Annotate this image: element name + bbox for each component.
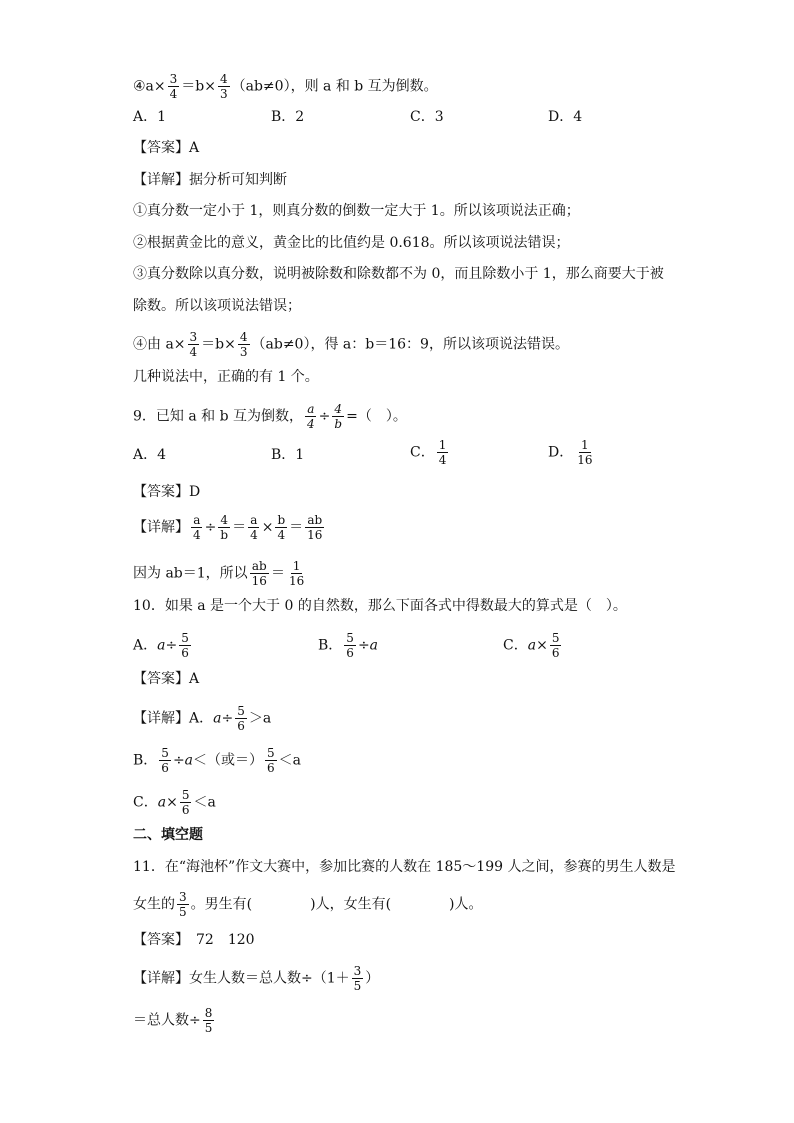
section-heading: 二、填空题 bbox=[133, 827, 203, 843]
text: ＞a bbox=[248, 710, 272, 727]
text: ＝ bbox=[289, 519, 304, 536]
q10-detail-c bbox=[133, 788, 216, 817]
text: B． bbox=[318, 637, 343, 654]
q10-option-a bbox=[133, 631, 193, 660]
text: ÷ bbox=[221, 710, 234, 727]
q11-answer: 【答案】 72 120 bbox=[133, 932, 255, 948]
fraction: $\frac{3}{5}$ bbox=[353, 964, 362, 993]
fraction: $\frac{ab}{16}$ bbox=[307, 513, 323, 542]
q8-detail-title: 【详解】据分析可知判断 bbox=[133, 172, 287, 188]
q10-answer: 【答案】A bbox=[133, 671, 200, 687]
q10-option-c bbox=[503, 631, 563, 660]
text: 女生的 bbox=[133, 896, 175, 913]
variable: a bbox=[213, 710, 222, 727]
q9-question bbox=[133, 402, 407, 431]
text: 。男生有( bbox=[190, 896, 253, 913]
q9-answer: 【答案】D bbox=[133, 484, 201, 500]
text: × bbox=[536, 637, 548, 654]
q8-option-a: A．1 bbox=[133, 109, 167, 125]
text: 因为 ab＝1，所以 bbox=[133, 565, 248, 582]
q11-detail-2 bbox=[133, 1006, 216, 1035]
q8-detail-3a: ③真分数除以真分数，说明被除数和除数都不为 0，而且除数小于 1，那么商要大于被 bbox=[133, 266, 664, 282]
text: × bbox=[261, 519, 274, 536]
fraction: $\frac{ab}{16}$ bbox=[251, 559, 267, 588]
text: 【详解】A． bbox=[133, 710, 214, 727]
text: ÷ bbox=[165, 637, 178, 654]
item4-statement bbox=[133, 72, 438, 101]
text: A． bbox=[133, 637, 158, 654]
fraction: $\frac{5}{6}$ bbox=[181, 631, 189, 660]
q9-detail bbox=[133, 513, 326, 542]
text: 【详解】 bbox=[133, 519, 189, 536]
fraction: $\frac{4}{b}$ bbox=[220, 513, 229, 542]
variable: a bbox=[157, 637, 166, 654]
q9-because bbox=[133, 559, 308, 588]
q11-line1: 11．在“海池杯”作文大赛中，参加比赛的人数在 185～199 人之间，参赛的男生人数是 bbox=[133, 859, 676, 875]
fraction: $\frac{8}{5}$ bbox=[204, 1006, 213, 1035]
q9-option-c bbox=[410, 438, 450, 467]
q8-option-c: C．3 bbox=[410, 109, 444, 125]
fraction: $\frac{5}{6}$ bbox=[181, 788, 190, 817]
q8-detail-4 bbox=[133, 330, 569, 359]
variable: a bbox=[157, 794, 167, 811]
fraction: $\frac{1}{16}$ bbox=[288, 559, 305, 588]
text: ＝总人数÷ bbox=[133, 1012, 201, 1029]
fraction: $\frac{1}{4}$ bbox=[438, 438, 447, 467]
text: D． bbox=[548, 444, 574, 461]
q11-line2 bbox=[133, 890, 483, 919]
text: ＜a bbox=[193, 794, 216, 811]
text: ④由 a× bbox=[133, 336, 186, 353]
text: )人，女生有( bbox=[310, 896, 392, 913]
fraction: $\frac{5}{6}$ bbox=[161, 746, 169, 775]
q8-detail-2: ②根据黄金比的意义，黄金比的比值约是 0.618。所以该项说法错误； bbox=[133, 235, 570, 251]
fraction: $\frac{4}{b}$ bbox=[334, 402, 343, 431]
text: ＝ bbox=[270, 565, 285, 582]
variable: a bbox=[184, 752, 194, 769]
text: )人。 bbox=[449, 896, 483, 913]
q10-detail-b bbox=[133, 746, 301, 775]
text: 9．已知 a 和 b 互为倒数， bbox=[133, 408, 304, 425]
text: （ab≠0），则 a 和 b 互为倒数。 bbox=[231, 78, 438, 95]
fraction: $\frac{3}{4}$ bbox=[189, 330, 198, 359]
text: C． bbox=[410, 444, 435, 461]
fraction: $\frac{5}{6}$ bbox=[346, 631, 354, 660]
text: ＝ bbox=[232, 519, 247, 536]
fraction: $\frac{5}{6}$ bbox=[237, 704, 245, 733]
text: ＜（或＝） bbox=[193, 752, 264, 769]
fraction: $\frac{1}{16}$ bbox=[577, 438, 593, 467]
q10-option-b bbox=[318, 631, 378, 660]
text: C． bbox=[133, 794, 158, 811]
text: （ab≠0），得 a：b＝16：9，所以该项说法错误。 bbox=[251, 336, 569, 353]
q8-detail-1: ①真分数一定小于 1，则真分数的倒数一定大于 1。所以该项说法正确； bbox=[133, 203, 580, 219]
text: ÷ bbox=[318, 408, 331, 425]
fraction: $\frac{3}{5}$ bbox=[179, 890, 187, 919]
variable: a bbox=[527, 637, 537, 654]
q10-detail-a bbox=[133, 704, 271, 733]
fraction: $\frac{5}{6}$ bbox=[551, 631, 560, 660]
q9-option-a: A．4 bbox=[133, 447, 167, 463]
fraction: $\frac{5}{6}$ bbox=[267, 746, 275, 775]
q9-option-b: B．1 bbox=[271, 447, 305, 463]
text: ÷ bbox=[204, 519, 217, 536]
text: =（ ）。 bbox=[346, 408, 407, 425]
text: B． bbox=[133, 752, 158, 769]
q11-detail-1 bbox=[133, 964, 379, 993]
fraction: $\frac{a}{4}$ bbox=[193, 513, 201, 542]
text: ④a× bbox=[133, 78, 166, 95]
text: 【详解】女生人数＝总人数÷（1＋ bbox=[133, 970, 350, 987]
q10-question: 10．如果 a 是一个大于 0 的自然数，那么下面各式中得数最大的算式是（ ）。 bbox=[133, 598, 627, 614]
q8-detail-3b: 除数。所以该项说法错误； bbox=[133, 298, 301, 314]
fraction: $\frac{a}{4}$ bbox=[250, 513, 258, 542]
variable: a bbox=[369, 637, 379, 654]
text: ＝b× bbox=[201, 336, 236, 353]
fraction: $\frac{3}{4}$ bbox=[169, 72, 178, 101]
text: × bbox=[166, 794, 178, 811]
q8-option-b: B．2 bbox=[271, 109, 305, 125]
q9-option-d bbox=[548, 438, 597, 467]
fraction: $\frac{a}{4}$ bbox=[307, 402, 315, 431]
text: C． bbox=[503, 637, 528, 654]
text: ＝b× bbox=[181, 78, 216, 95]
fraction: $\frac{4}{3}$ bbox=[219, 72, 228, 101]
q8-conclusion: 几种说法中，正确的有 1 个。 bbox=[133, 369, 319, 385]
text: ＜a bbox=[278, 752, 302, 769]
fraction: $\frac{4}{3}$ bbox=[239, 330, 248, 359]
q8-answer: 【答案】A bbox=[133, 140, 200, 156]
text: ） bbox=[365, 970, 380, 987]
text: ÷ bbox=[357, 637, 370, 654]
q8-option-d: D．4 bbox=[548, 109, 583, 125]
text: ÷ bbox=[172, 752, 185, 769]
fraction: $\frac{b}{4}$ bbox=[277, 513, 286, 542]
